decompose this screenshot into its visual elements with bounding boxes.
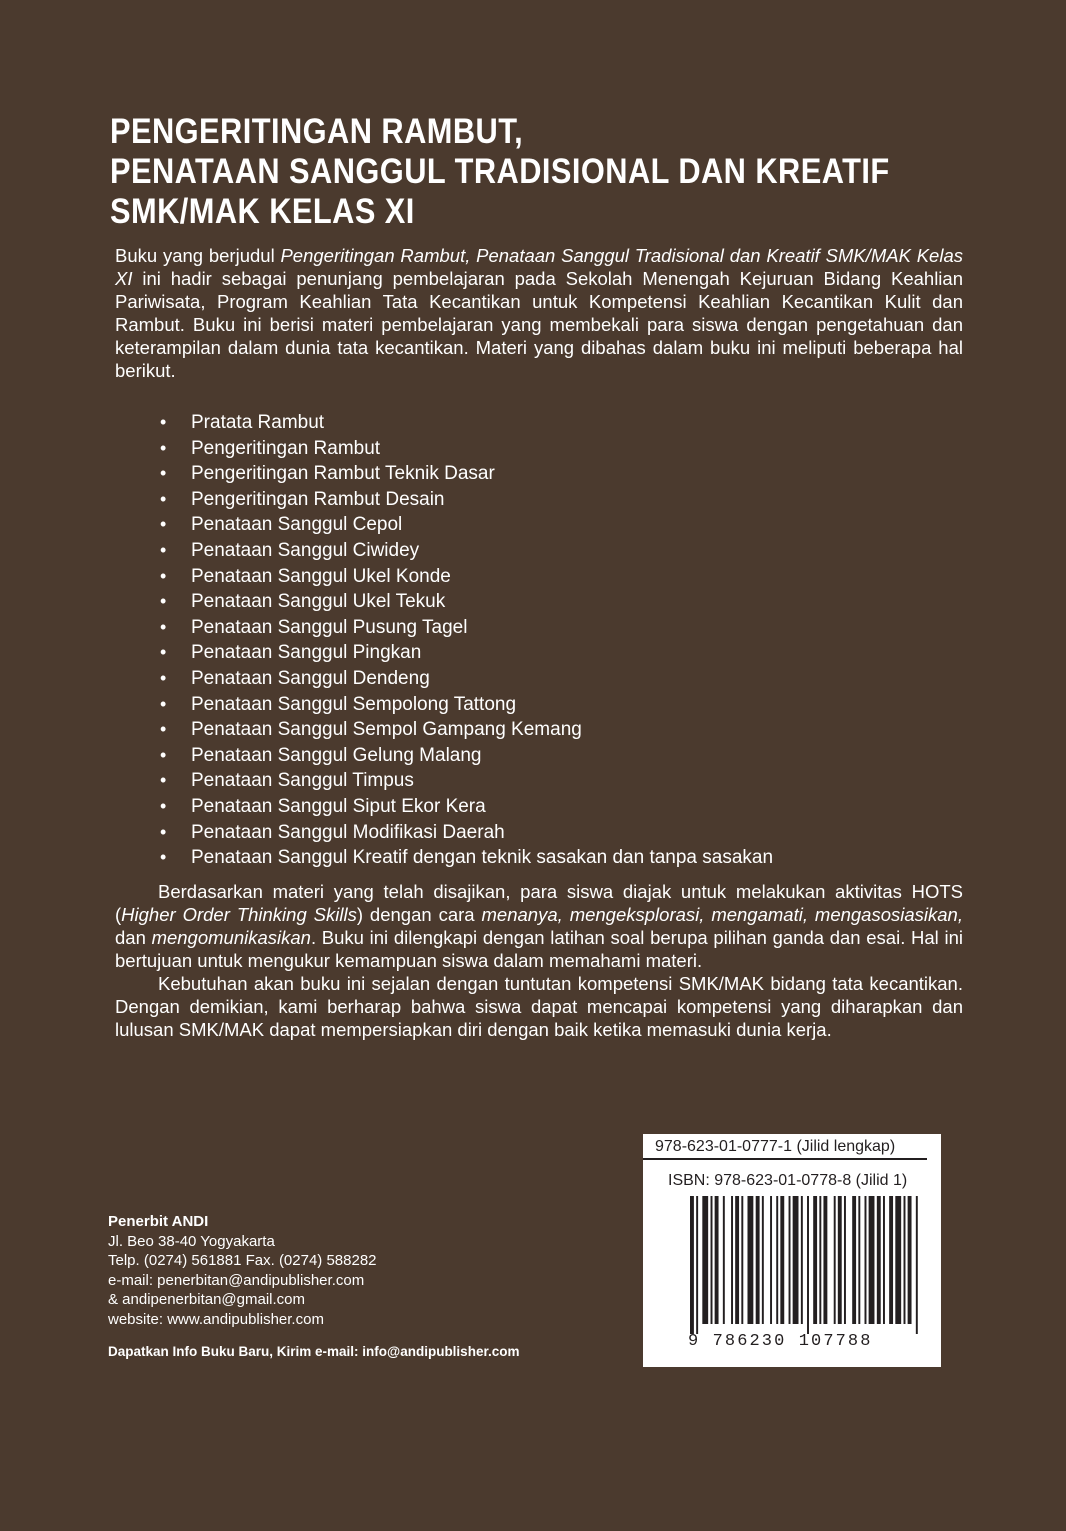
- hots-term: Higher Order Thinking Skills: [121, 904, 357, 925]
- barcode-bar: [776, 1196, 778, 1324]
- bullet-icon: •: [160, 565, 167, 586]
- topic-label: Penataan Sanggul Pingkan: [191, 642, 422, 664]
- topic-label: Penataan Sanggul Gelung Malang: [191, 744, 482, 766]
- topic-item: [160, 768, 920, 794]
- barcode-bar: [819, 1196, 821, 1324]
- topic-label: Penataan Sanggul Sempol Gampang Kemang: [191, 719, 582, 741]
- barcode-bar: [747, 1196, 753, 1324]
- bullet-icon: •: [160, 642, 167, 663]
- publisher-phone: Telp. (0274) 561881 Fax. (0274) 588282: [108, 1252, 377, 1269]
- bullet-icon: •: [160, 693, 167, 714]
- topic-label: Penataan Sanggul Pusung Tagel: [191, 616, 468, 638]
- barcode-bar: [690, 1196, 694, 1334]
- hots-text-1: Berdasarkan materi yang telah disajikan, para siswa diajak untuk melakukan aktivitas HOTS (: [115, 881, 963, 925]
- barcode-bar: [696, 1196, 698, 1334]
- bullet-icon: •: [160, 667, 167, 688]
- title-line-1: PENGERITINGAN RAMBUT,: [110, 112, 524, 151]
- barcode: [690, 1196, 922, 1334]
- topic-item: [160, 845, 920, 871]
- title-line-2: PENATAAN SANGGUL TRADISIONAL DAN KREATIF: [110, 152, 890, 191]
- barcode-bar: [793, 1196, 799, 1324]
- bullet-icon: •: [160, 719, 167, 740]
- topic-item: [160, 461, 920, 487]
- topic-label: Penataan Sanggul Siput Ekor Kera: [191, 795, 486, 817]
- barcode-bar: [731, 1196, 733, 1324]
- topic-label: Penataan Sanggul Dendeng: [191, 667, 430, 689]
- barcode-bar: [916, 1196, 918, 1334]
- topic-label: Pengeritingan Rambut Desain: [191, 488, 445, 510]
- topic-item: [160, 692, 920, 718]
- barcode-bar: [895, 1196, 901, 1324]
- bullet-icon: •: [160, 616, 167, 637]
- topic-item: [160, 564, 920, 590]
- topic-item: [160, 410, 920, 436]
- isbn-volume: ISBN: 978-623-01-0778-8 (Jilid 1): [668, 1172, 908, 1189]
- topic-item: [160, 589, 920, 615]
- topic-item: [160, 512, 920, 538]
- intro-book-title: Pengeritingan Rambut, Penataan Sanggul Tradisional dan Kreatif SMK/MAK Kelas XI: [115, 245, 963, 289]
- hots-text-3: dan: [115, 927, 152, 948]
- barcode-bar: [723, 1196, 725, 1324]
- intro-text-end: ini hadir sebagai penunjang pembelajaran pada Sekolah Menengah Kejuruan Bidang Keahlian Pariwisata, Program Keahlian Tata Kecantikan untuk Kompetensi Keahlian Kecantikan Kulit dan Rambut. Buku ini berisi materi pembelajaran yang membekali para siswa dengan pengetahuan dan keterampilan dalam dunia tata kecantikan. Materi yang dibahas dalam buku ini meliputi beberapa hal berikut.: [115, 268, 963, 381]
- barcode-bar: [780, 1196, 784, 1324]
- topic-label: Penataan Sanggul Kreatif dengan teknik sasakan dan tanpa sasakan: [191, 847, 774, 869]
- topic-item: [160, 640, 920, 666]
- barcode-bar: [838, 1196, 842, 1324]
- topic-label: Penataan Sanggul Ciwidey: [191, 539, 420, 561]
- topic-label: Penataan Sanggul Cepol: [191, 514, 403, 536]
- barcode-bar: [741, 1196, 743, 1324]
- publisher-address: Jl. Beo 38-40 Yogyakarta: [108, 1232, 275, 1250]
- hots-text-4: . Buku ini dilengkapi dengan latihan soal berupa pilihan ganda dan esai. Hal ini bertujuan untuk mengukur kemampuan siswa dalam memahami materi.: [115, 927, 963, 971]
- topic-list: [160, 410, 920, 871]
- topic-label: Penataan Sanggul Modifikasi Daerah: [191, 821, 505, 843]
- barcode-bar: [789, 1196, 791, 1324]
- publisher-email: e-mail: penerbitan@andipublisher.com: [108, 1271, 365, 1289]
- bullet-icon: •: [160, 539, 167, 560]
- topic-label: Pratata Rambut: [191, 412, 325, 433]
- barcode-bar: [904, 1196, 906, 1324]
- bullet-icon: •: [160, 847, 167, 868]
- hots-verbs: menanya, mengeksplorasi, mengamati, mengasosiasikan,: [481, 904, 963, 925]
- bullet-icon: •: [160, 437, 167, 458]
- bullet-icon: •: [160, 821, 167, 842]
- topic-item: [160, 666, 920, 692]
- closing-text: [115, 880, 963, 1041]
- barcode-bar: [711, 1196, 713, 1324]
- bullet-icon: •: [160, 591, 167, 612]
- title-line-3: SMK/MAK KELAS XI: [110, 192, 415, 231]
- topic-label: Penataan Sanggul Ukel Konde: [191, 565, 451, 587]
- intro-paragraph: [115, 244, 963, 382]
- barcode-bar: [844, 1196, 846, 1324]
- topic-label: Penataan Sanggul Timpus: [191, 770, 414, 792]
- publisher-name: Penerbit ANDI: [108, 1213, 209, 1230]
- barcode-bar: [877, 1196, 881, 1324]
- topic-label: Penataan Sanggul Ukel Tekuk: [191, 591, 446, 613]
- barcode-digits: 9 786230 107788: [688, 1332, 873, 1351]
- bullet-icon: •: [160, 744, 167, 765]
- topic-item: [160, 615, 920, 641]
- barcode-bar: [801, 1196, 803, 1324]
- bullet-icon: •: [160, 770, 167, 791]
- info-line: Dapatkan Info Buku Baru, Kirim e-mail: info@andipublisher.com: [108, 1344, 520, 1359]
- barcode-bar: [883, 1196, 885, 1324]
- bullet-icon: •: [160, 795, 167, 816]
- hots-text-2: ) dengan cara: [356, 904, 482, 925]
- barcode-bar: [756, 1196, 760, 1324]
- barcode-bar: [908, 1196, 912, 1324]
- barcode-bar: [889, 1196, 893, 1324]
- barcode-bar: [813, 1196, 817, 1324]
- barcode-bar: [834, 1196, 836, 1324]
- publisher-email-2: & andipenerbitan@gmail.com: [108, 1291, 305, 1308]
- barcode-bar: [858, 1196, 860, 1324]
- bullet-icon: •: [160, 514, 167, 535]
- intro-text-start: Buku yang berjudul: [115, 245, 281, 266]
- topic-item: [160, 487, 920, 513]
- topic-label: Pengeritingan Rambut: [191, 437, 381, 459]
- publisher-website: website: www.andipublisher.com: [108, 1310, 324, 1328]
- hots-paragraph: [115, 880, 963, 972]
- barcode-bar: [770, 1196, 772, 1324]
- barcode-bar: [823, 1196, 827, 1324]
- publisher-block: [108, 1212, 528, 1329]
- topic-label: Penataan Sanggul Sempolong Tattong: [191, 693, 517, 715]
- barcode-bar: [735, 1196, 739, 1324]
- barcode-bar: [807, 1196, 809, 1334]
- topic-item: [160, 794, 920, 820]
- barcode-bar: [715, 1196, 719, 1324]
- topic-item: [160, 717, 920, 743]
- isbn-complete-set: 978-623-01-0777-1 (Jilid lengkap): [643, 1134, 927, 1160]
- topic-item: [160, 538, 920, 564]
- topic-label: Pengeritingan Rambut Teknik Dasar: [191, 463, 495, 485]
- topic-item: [160, 820, 920, 846]
- barcode-bar: [702, 1196, 708, 1324]
- hots-last-verb: mengomunikasikan: [151, 927, 311, 948]
- bullet-icon: •: [160, 488, 167, 509]
- bullet-icon: •: [160, 463, 167, 484]
- barcode-bar: [869, 1196, 875, 1324]
- barcode-bar: [865, 1196, 867, 1324]
- needs-paragraph: Kebutuhan akan buku ini sejalan dengan tuntutan kompetensi SMK/MAK bidang tata kecantikan. Dengan demikian, kami berharap bahwa siswa dapat mencapai kompetensi yang diharapkan dan lulusan SMK/MAK dapat mempersiapkan diri dengan baik ketika memasuki dunia kerja.: [115, 973, 963, 1040]
- book-title: [110, 112, 890, 232]
- barcode-bar: [852, 1196, 856, 1324]
- topic-item: [160, 743, 920, 769]
- topic-item: [160, 436, 920, 462]
- barcode-bar: [762, 1196, 764, 1324]
- bullet-icon: •: [160, 412, 167, 432]
